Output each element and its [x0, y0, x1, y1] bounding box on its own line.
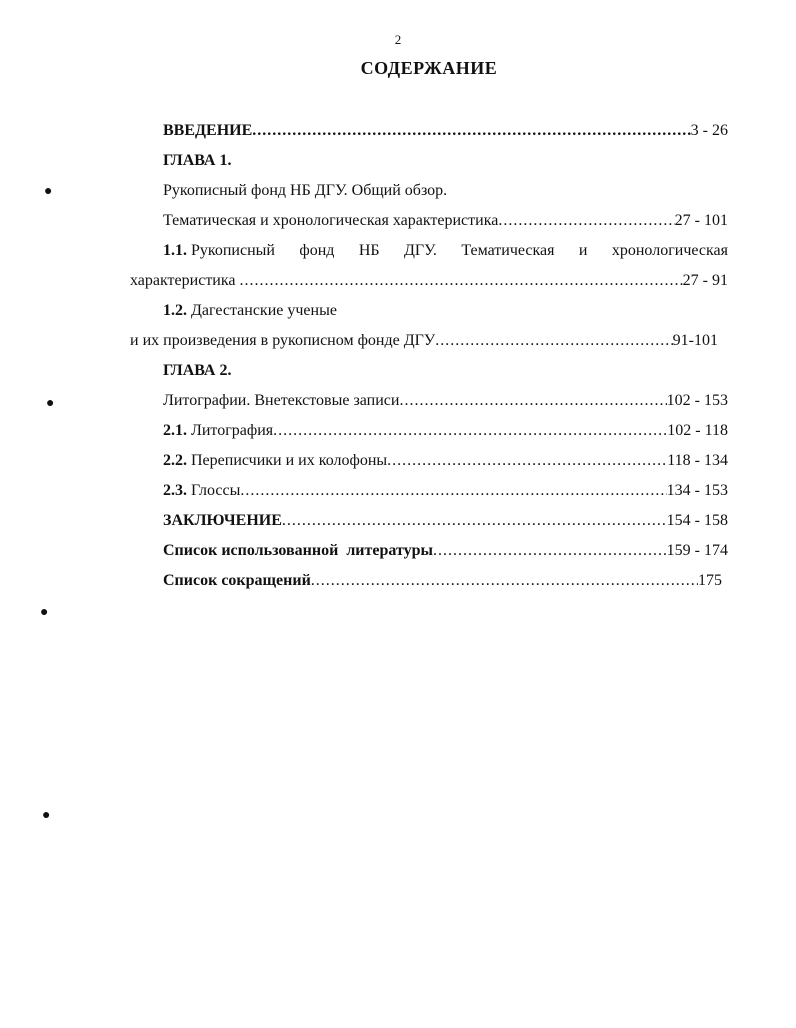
toc-label: характеристика — [130, 272, 236, 289]
toc-page: 3 - 26 — [690, 122, 728, 139]
toc-entry-1-1-line2 — [130, 271, 728, 291]
toc-entry-2-2 — [163, 451, 728, 471]
toc-leader — [433, 541, 667, 561]
chapter-2-heading: ГЛАВА 2. — [163, 362, 232, 379]
toc-page: 154 - 158 — [666, 512, 728, 529]
toc-page: 159 - 174 — [666, 542, 728, 559]
chapter-1-subtitle: Рукописный фонд НБ ДГУ. Общий обзор. — [163, 182, 448, 199]
toc-page: 134 - 153 — [666, 482, 728, 499]
toc-label: Список использованной литературы — [163, 542, 433, 559]
toc-label: Литографии. Внетекстовые записи — [163, 392, 400, 409]
toc-entry-chapter-1 — [163, 211, 728, 231]
toc-page: 102 - 153 — [666, 392, 728, 409]
toc-entry-conclusion — [163, 511, 728, 531]
toc-entry-1-1-line1: 1.1. Рукописный фонд НБ ДГУ. Тематическая и хронологическая — [163, 242, 728, 259]
toc-label: Список сокращений — [163, 572, 311, 589]
toc-leader — [387, 451, 667, 471]
section-number: 1.2. — [163, 302, 187, 319]
toc-page: 27 - 101 — [674, 212, 728, 229]
toc-leader — [435, 331, 672, 351]
page-title: СОДЕРЖАНИЕ — [360, 58, 498, 78]
toc-entry-2-1 — [163, 421, 728, 441]
toc-entry-1-2-line2 — [130, 331, 718, 351]
toc-entry-2-3 — [163, 481, 728, 501]
toc-entry-intro — [163, 121, 728, 141]
toc-leader — [311, 571, 698, 591]
punch-hole-mark: ● — [44, 184, 53, 199]
toc-page: 27 - 91 — [682, 272, 728, 289]
toc-leader — [240, 481, 666, 501]
toc-label: ЗАКЛЮЧЕНИЕ — [163, 512, 282, 529]
section-number: 1.1. — [163, 242, 187, 259]
page-number: 2 — [394, 32, 402, 47]
toc-leader — [273, 421, 667, 441]
section-number: 2.1. — [163, 422, 187, 439]
toc-page: 118 - 134 — [667, 452, 728, 469]
chapter-1-heading: ГЛАВА 1. — [163, 152, 232, 169]
section-number: 2.2. — [163, 452, 187, 469]
toc-leader — [252, 121, 690, 141]
toc-leader — [498, 211, 674, 231]
toc-leader — [240, 271, 683, 291]
toc-leader — [282, 511, 667, 531]
toc-entry-abbreviations — [163, 571, 722, 591]
toc-entry-references — [163, 541, 728, 561]
toc-page: 175 — [698, 572, 722, 589]
toc-label: и их произведения в рукописном фонде ДГУ — [130, 332, 436, 349]
toc-label: Тематическая и хронологическая характеристика — [163, 212, 499, 229]
toc-page: 91-101 — [672, 332, 718, 349]
section-number: 2.3. — [163, 482, 187, 499]
punch-hole-mark: ● — [42, 808, 51, 823]
toc-label: Глоссы — [191, 482, 241, 499]
toc-label: Переписчики и их колофоны — [191, 452, 388, 469]
punch-hole-mark: ● — [46, 396, 55, 411]
toc-label: Литография — [191, 422, 274, 439]
toc-entry-chapter-2 — [163, 391, 728, 411]
toc-entry-1-2-line1: 1.2. Дагестанские ученые — [163, 302, 337, 319]
toc-page: 102 - 118 — [667, 422, 728, 439]
toc-leader — [399, 391, 666, 411]
punch-hole-mark: ● — [40, 605, 49, 620]
toc-label: ВВЕДЕНИЕ — [163, 122, 253, 139]
